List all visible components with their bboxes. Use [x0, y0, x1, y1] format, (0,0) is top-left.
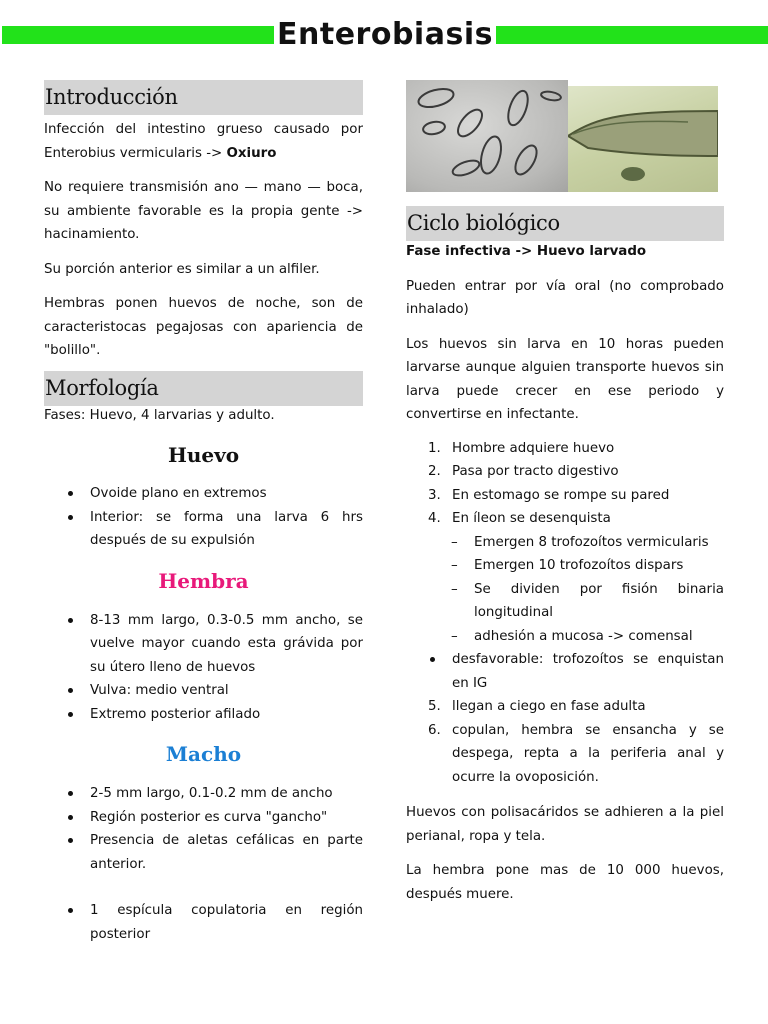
- list-item: 1. Hombre adquiere huevo: [428, 440, 615, 456]
- list-item: Ovoide plano en extremos: [44, 482, 363, 506]
- intro-p1-text: Infección del intestino grueso causado por Enterobius vermicularis ->: [44, 122, 363, 161]
- list-item: Presencia de aletas cefálicas en parte anterior.: [44, 829, 363, 876]
- sub-step-text: Emergen 10 trofozoítos dispars: [474, 558, 684, 573]
- list-item: 4. En íleon se desenquista: [428, 511, 611, 526]
- worm-head-micrograph-image: [568, 86, 718, 192]
- intro-paragraph-1: [44, 118, 363, 165]
- left-column: [44, 80, 363, 946]
- eggs-micrograph-image: [406, 80, 568, 192]
- list-item: 5. llegan a ciego en fase adulta: [428, 699, 646, 714]
- list-item: 8-13 mm largo, 0.3-0.5 mm ancho, se vuelve mayor cuando esta grávida por su útero lleno de huevos: [44, 609, 363, 680]
- step-text: En íleon se desenquista: [452, 511, 611, 526]
- list-item: 2-5 mm largo, 0.1-0.2 mm de ancho: [44, 782, 363, 806]
- list-item: – Emergen 8 trofozoítos vermicularis: [451, 534, 709, 550]
- ciclo-steps: [406, 437, 724, 531]
- list-item: desfavorable: trofozoítos se enquistan en IG: [406, 648, 724, 695]
- ciclo-paragraph-2: Los huevos sin larva en 10 horas pueden larvarse aunque alguien transporte huevos sin larva puede crecer en ese periodo y convertirse en infectante.: [406, 336, 724, 422]
- list-item: Extremo posterior afilado: [44, 703, 363, 727]
- list-item: – adhesión a mucosa -> comensal: [451, 628, 693, 644]
- title-bar: [0, 18, 768, 54]
- intro-paragraph-4: Hembras ponen huevos de noche, son de caracteristocas pegajosas con apariencia de "bolillo".: [44, 296, 363, 358]
- eggs-illustration: [406, 80, 568, 192]
- ciclo-fase-infectiva: Fase infectiva -> Huevo larvado: [406, 244, 647, 259]
- list-item: 2. Pasa por tracto digestivo: [428, 464, 619, 479]
- list-item: 3. En estomago se rompe su pared: [428, 487, 670, 503]
- ciclo-paragraph-1: Pueden entrar por vía oral (no comprobado inhalado): [406, 278, 724, 317]
- macho-heading: Macho: [165, 742, 242, 766]
- sub-step-text: Emergen 8 trofozoítos vermicularis: [474, 534, 709, 550]
- intro-p1-bold: Oxiuro: [226, 145, 277, 161]
- step-text: Pasa por tracto digestivo: [452, 464, 619, 479]
- title-accent-bar-left: [2, 26, 274, 44]
- list-item: 6. copulan, hembra se ensancha y se despega, repta a la periferia anal y ocurre la ovoposición.: [428, 722, 724, 785]
- step-text: Hombre adquiere huevo: [452, 440, 615, 456]
- huevo-heading: Huevo: [167, 443, 240, 467]
- huevo-list: [44, 482, 363, 553]
- intro-paragraph-3: Su porción anterior es similar a un alfiler.: [44, 261, 320, 277]
- worm-head-illustration: [568, 86, 718, 192]
- list-item: Región posterior es curva "gancho": [44, 806, 363, 830]
- ciclo-sub-steps: [406, 531, 724, 649]
- ciclo-paragraph-3: Huevos con polisacáridos se adhieren a la piel perianal, ropa y tela.: [406, 805, 724, 844]
- right-column: [406, 206, 724, 906]
- hembra-list: [44, 609, 363, 727]
- intro-paragraph-2: No requiere transmisión ano — mano — boca, su ambiente favorable es la propia gente -> hacinamiento.: [44, 180, 363, 242]
- list-item: – Se dividen por fisión binaria longitudinal: [451, 581, 724, 620]
- macho-extra-list: [44, 899, 363, 946]
- list-item: Interior: se forma una larva 6 hrs después de su expulsión: [44, 506, 363, 553]
- specimen-images: [406, 80, 718, 192]
- title-accent-bar-right: [496, 26, 768, 44]
- ciclo-paragraph-4: La hembra pone mas de 10 000 huevos, después muere.: [406, 863, 724, 902]
- list-item: Vulva: medio ventral: [44, 679, 363, 703]
- hembra-heading: Hembra: [158, 568, 249, 593]
- step-text: llegan a ciego en fase adulta: [452, 699, 646, 714]
- section-heading-ciclo-biologico: Ciclo biológico: [406, 206, 724, 241]
- page-title: Enterobiasis: [277, 17, 493, 52]
- ciclo-bullet: [406, 648, 724, 695]
- ciclo-steps-2: [406, 695, 724, 789]
- sub-step-text: adhesión a mucosa -> comensal: [474, 628, 693, 644]
- section-heading-morfologia: Morfología: [44, 371, 363, 406]
- macho-list: [44, 782, 363, 876]
- section-heading-introduccion: Introducción: [44, 80, 363, 115]
- sub-step-text: Se dividen por fisión binaria longitudinal: [474, 581, 724, 620]
- step-text: En estomago se rompe su pared: [452, 487, 670, 503]
- morfologia-fases: Fases: Huevo, 4 larvarias y adulto.: [44, 407, 275, 423]
- step-text: copulan, hembra se ensancha y se despega, repta a la periferia anal y ocurre la ovoposición.: [452, 722, 724, 785]
- list-item: 1 espícula copulatoria en región posterior: [44, 899, 363, 946]
- list-item: – Emergen 10 trofozoítos dispars: [451, 558, 684, 573]
